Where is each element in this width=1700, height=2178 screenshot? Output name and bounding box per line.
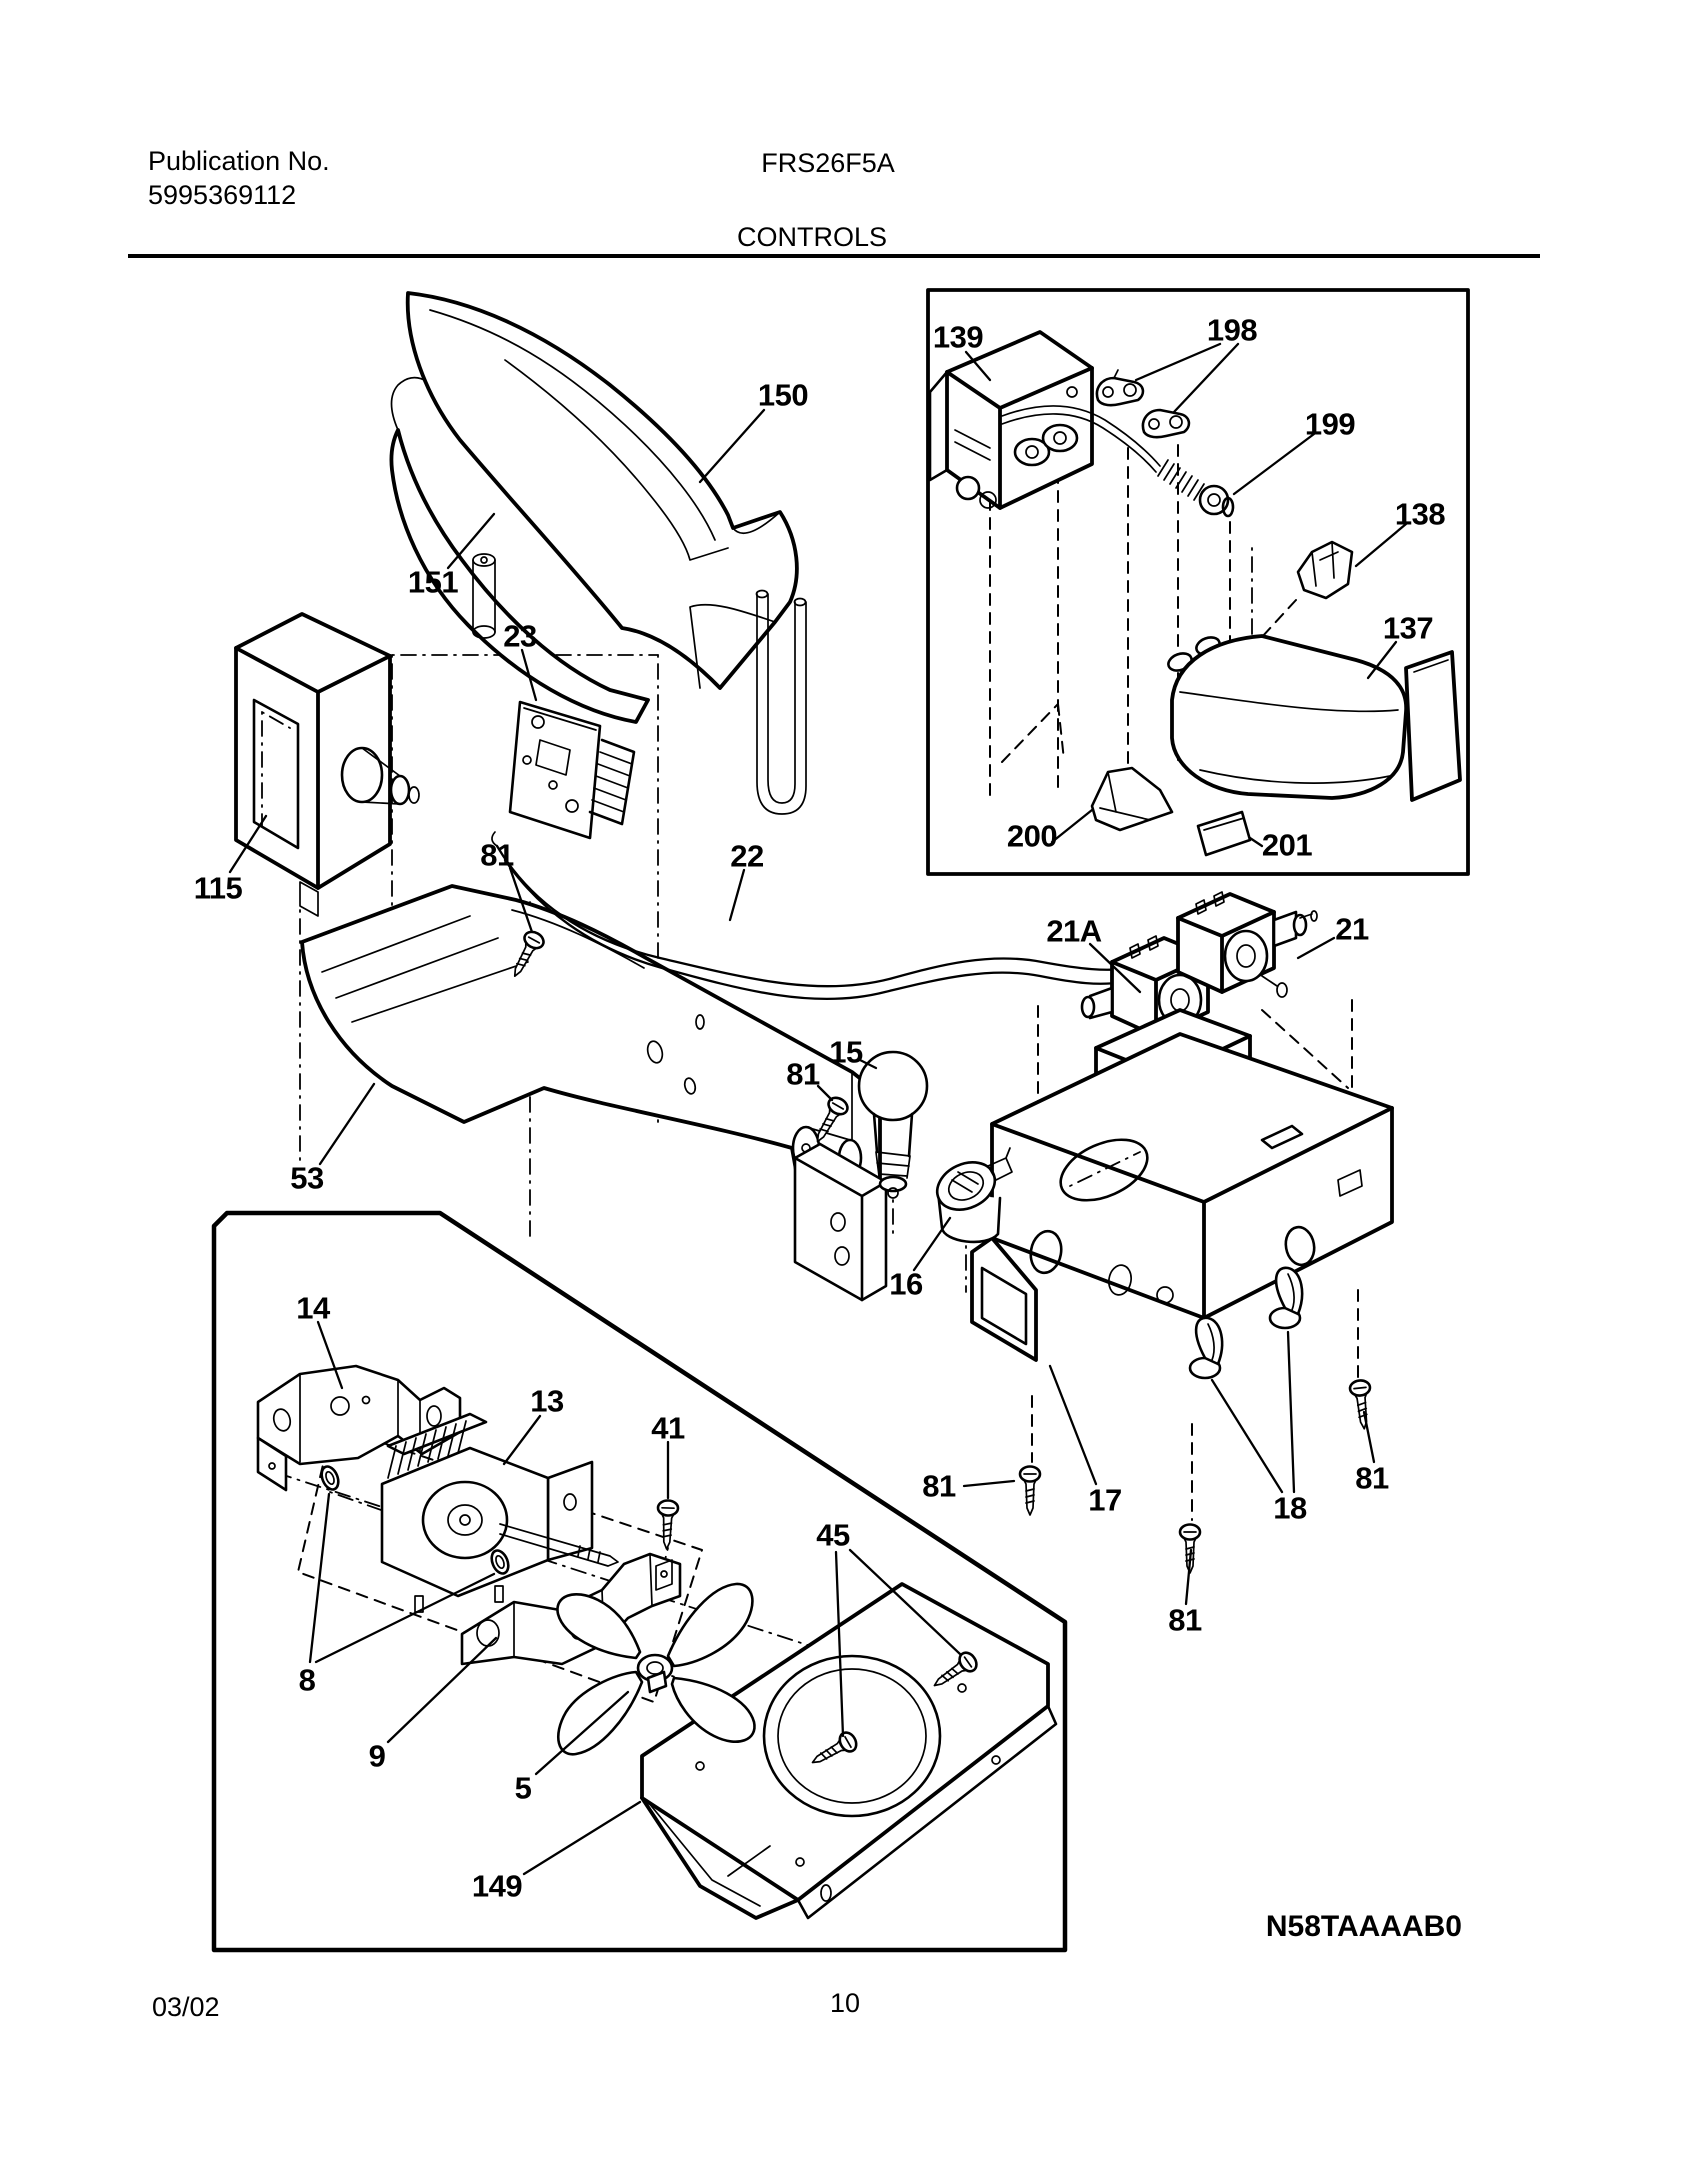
part-label-13-20: 13 (530, 1383, 564, 1419)
part-label-199-4: 199 (1304, 406, 1356, 442)
part-label-81-16: 81 (786, 1056, 820, 1092)
part-label-200-7: 200 (1006, 818, 1058, 854)
part-label-8-28: 8 (298, 1662, 316, 1698)
part-13-fan-motor (382, 1414, 618, 1612)
part-115-damper-control (236, 614, 419, 916)
part-137-ice-chute (1166, 634, 1460, 800)
part-198-wire-clips (1097, 370, 1189, 437)
part-label-137-6: 137 (1382, 610, 1434, 646)
part-label-151-1: 151 (407, 564, 459, 600)
part-label-16-18: 16 (889, 1266, 923, 1302)
part-label-45-22: 45 (816, 1517, 850, 1553)
part-label-201-8: 201 (1261, 827, 1313, 863)
model-number: FRS26F5A (761, 148, 895, 178)
part-138-bracket (1298, 542, 1352, 598)
part-label-138-5: 138 (1394, 496, 1446, 532)
part-label-149-31: 149 (471, 1868, 523, 1904)
part-label-21A-13: 21A (1046, 913, 1102, 949)
part-label-81-27: 81 (1168, 1602, 1202, 1638)
part-label-14-19: 14 (296, 1290, 330, 1326)
publication-number: 5995369112 (148, 180, 297, 210)
part-200-duct-wedge (1092, 768, 1172, 830)
part-label-81-11: 81 (480, 837, 514, 873)
part-label-41-21: 41 (651, 1410, 685, 1446)
part-label-139-2: 139 (932, 319, 984, 355)
part-label-81-26: 81 (1355, 1460, 1389, 1496)
footer-date: 03/02 (152, 1992, 220, 2022)
part-label-150-0: 150 (757, 377, 809, 413)
part-21-water-valve (1178, 892, 1317, 997)
part-23-control-board (510, 702, 634, 838)
page-title: CONTROLS (736, 222, 888, 252)
part-53-mounting-bracket (302, 886, 880, 1212)
part-label-18-25: 18 (1273, 1490, 1307, 1526)
part-label-21-14: 21 (1335, 911, 1369, 947)
part-17-control-housing (972, 1010, 1392, 1360)
part-label-15-15: 15 (829, 1034, 863, 1070)
part-label-5-30: 5 (514, 1770, 532, 1806)
part-label-198-3: 198 (1206, 312, 1258, 348)
part-139-dispenser-switch (930, 332, 1092, 508)
publication-label: Publication No. (148, 146, 330, 176)
part-label-53-17: 53 (290, 1160, 324, 1196)
diagram-code: N58TAAAAB0 (1265, 1910, 1462, 1943)
part-label-23-9: 23 (503, 618, 537, 654)
footer-page-number: 10 (829, 1988, 861, 2018)
part-label-9-29: 9 (368, 1738, 386, 1774)
part-label-17-24: 17 (1088, 1482, 1122, 1518)
part-201-plate (1198, 812, 1250, 855)
part-label-81-23: 81 (922, 1468, 956, 1504)
part-label-22-12: 22 (730, 838, 764, 874)
part-150-air-duct (408, 293, 797, 688)
part-label-115-10: 115 (193, 870, 243, 906)
